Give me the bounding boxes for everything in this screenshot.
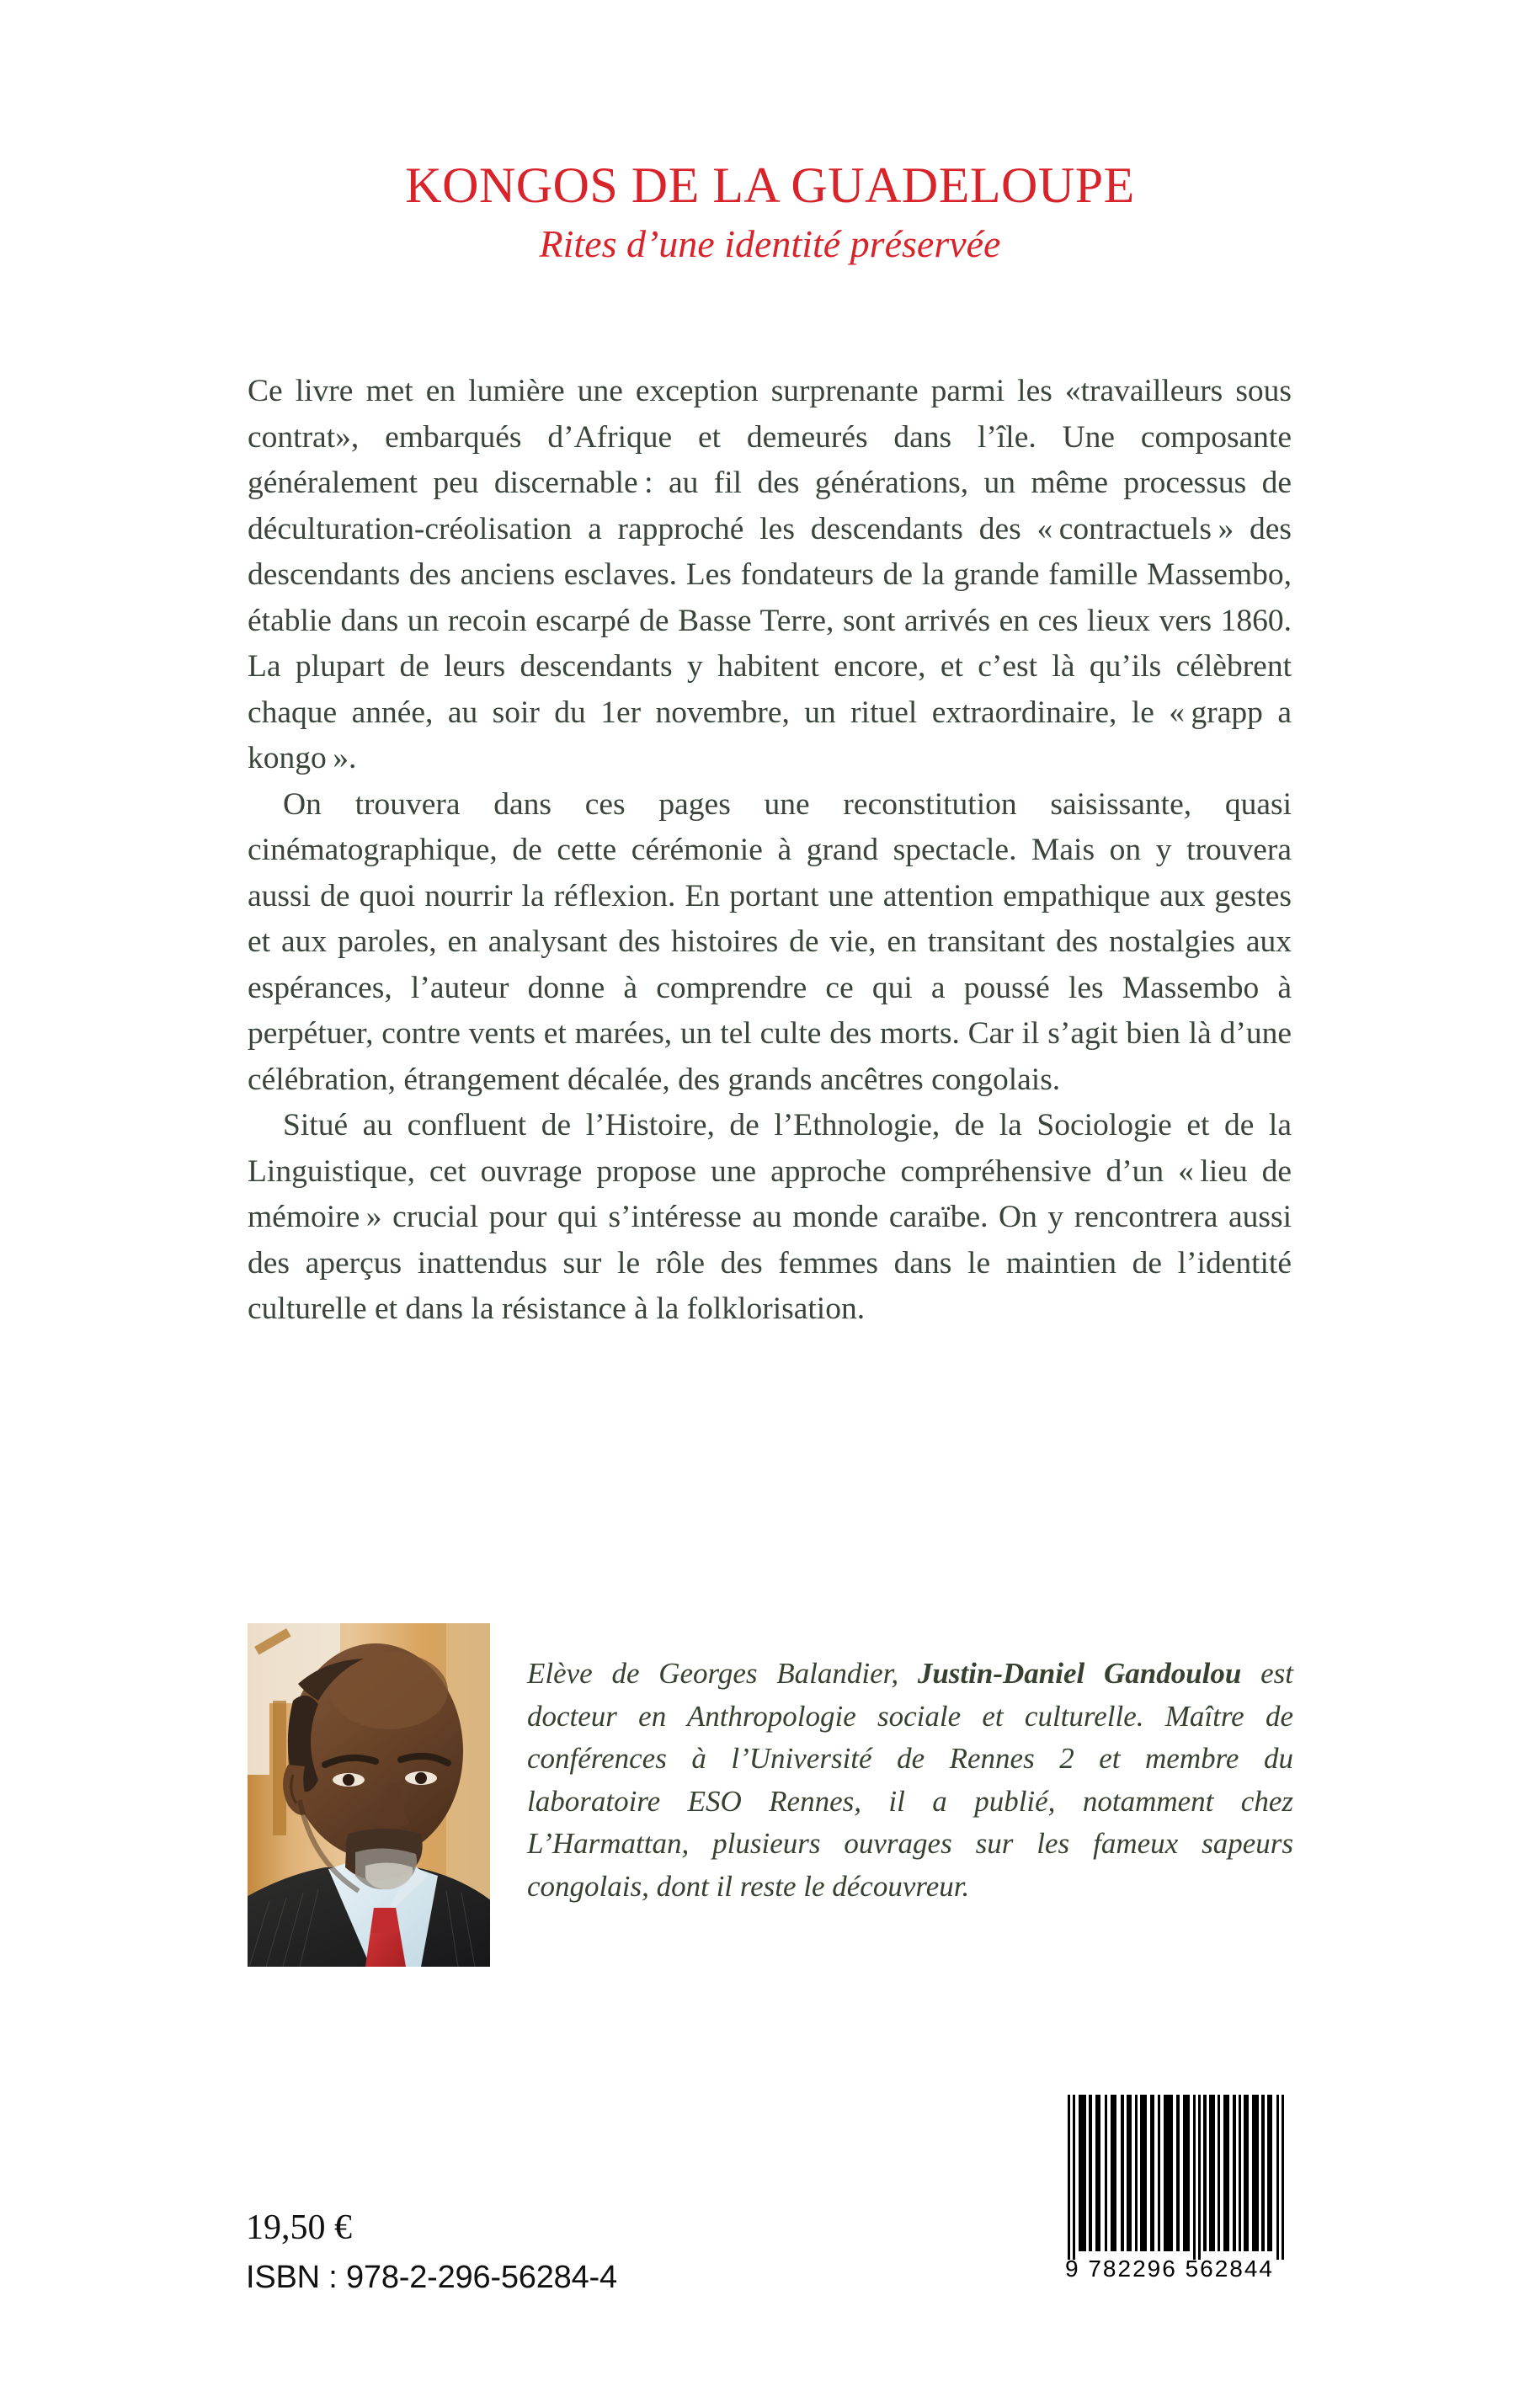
author-name: Justin-Daniel Gandoulou [917, 1657, 1242, 1690]
title-block [126, 157, 1414, 266]
author-portrait-photo [248, 1623, 490, 1967]
blurb-paragraph-1: Ce livre met en lumière une exception surprenante parmi les «travailleurs sous contrat», embarqués d’Afrique et demeurés dans l’île. Une composante généralement peu discernable : au fil des générations, un même processus de déculturation-créolisation a rapproché les descendants des « contractuels » des descendants des anciens esclaves. Les fondateurs de la grande famille Massembo, établie dans un recoin escarpé de Basse Terre, sont arrivés en ces lieux vers 1860. La plupart de leurs descendants y habitent encore, et c’est là qu’ils célèbrent chaque année, au soir du 1er novembre, un rituel extraordinaire, le « grapp a kongo ». [248, 374, 1292, 775]
blurb-text [248, 369, 1292, 1333]
author-bio-text [527, 1653, 1293, 1908]
author-bio-section [248, 1623, 1293, 1937]
price-label: 19,50 € [246, 2208, 352, 2247]
isbn-label: ISBN : 978-2-296-56284-4 [246, 2260, 617, 2295]
book-subtitle: Rites d’une identité préservée [539, 222, 1001, 266]
bio-suffix: est docteur en Anthropologie sociale et culturelle. Maître de conférences à l’Université de Rennes 2 et membre du laboratoire ESO Rennes, il a publié, notamment chez L’Harmattan, plusieurs ouvrages sur les fameux sapeurs congolais, dont il reste le découvreur. [527, 1657, 1293, 1903]
book-title: KONGOS DE LA GUADELOUPE [405, 157, 1135, 213]
barcode-digits: 9 782296 562844 [1065, 2256, 1274, 2282]
blurb-paragraph-3: Situé au confluent de l’Histoire, de l’Ethnologie, de la Sociologie et de la Linguistique, cet ouvrage propose une approche compréhensive d’un « lieu de mémoire » crucial pour qui s’intéresse au monde caraïbe. On y rencontrera aussi des aperçus inattendus sur le rôle des femmes dans le maintien de l’identité culturelle et dans la résistance à la folklorisation. [248, 1108, 1292, 1326]
bio-prefix: Elève de Georges Balandier, [527, 1657, 918, 1690]
blurb-paragraph-2: On trouvera dans ces pages une reconstitution saisissante, quasi cinématographique, de cette cérémonie à grand spectacle. Mais on y trouvera aussi de quoi nourrir la réflexion. En portant une attention empathique aux gestes et aux paroles, en analysant des histoires de vie, en transitant des nostalgies aux espérances, l’auteur donne à comprendre ce qui a poussé les Massembo à perpétuer, contre vents et marées, un tel culte des morts. Car il s’agit bien là d’une célébration, étrangement décalée, des grands ancêtres congolais. [248, 786, 1292, 1097]
ean13-barcode [1051, 2088, 1288, 2282]
